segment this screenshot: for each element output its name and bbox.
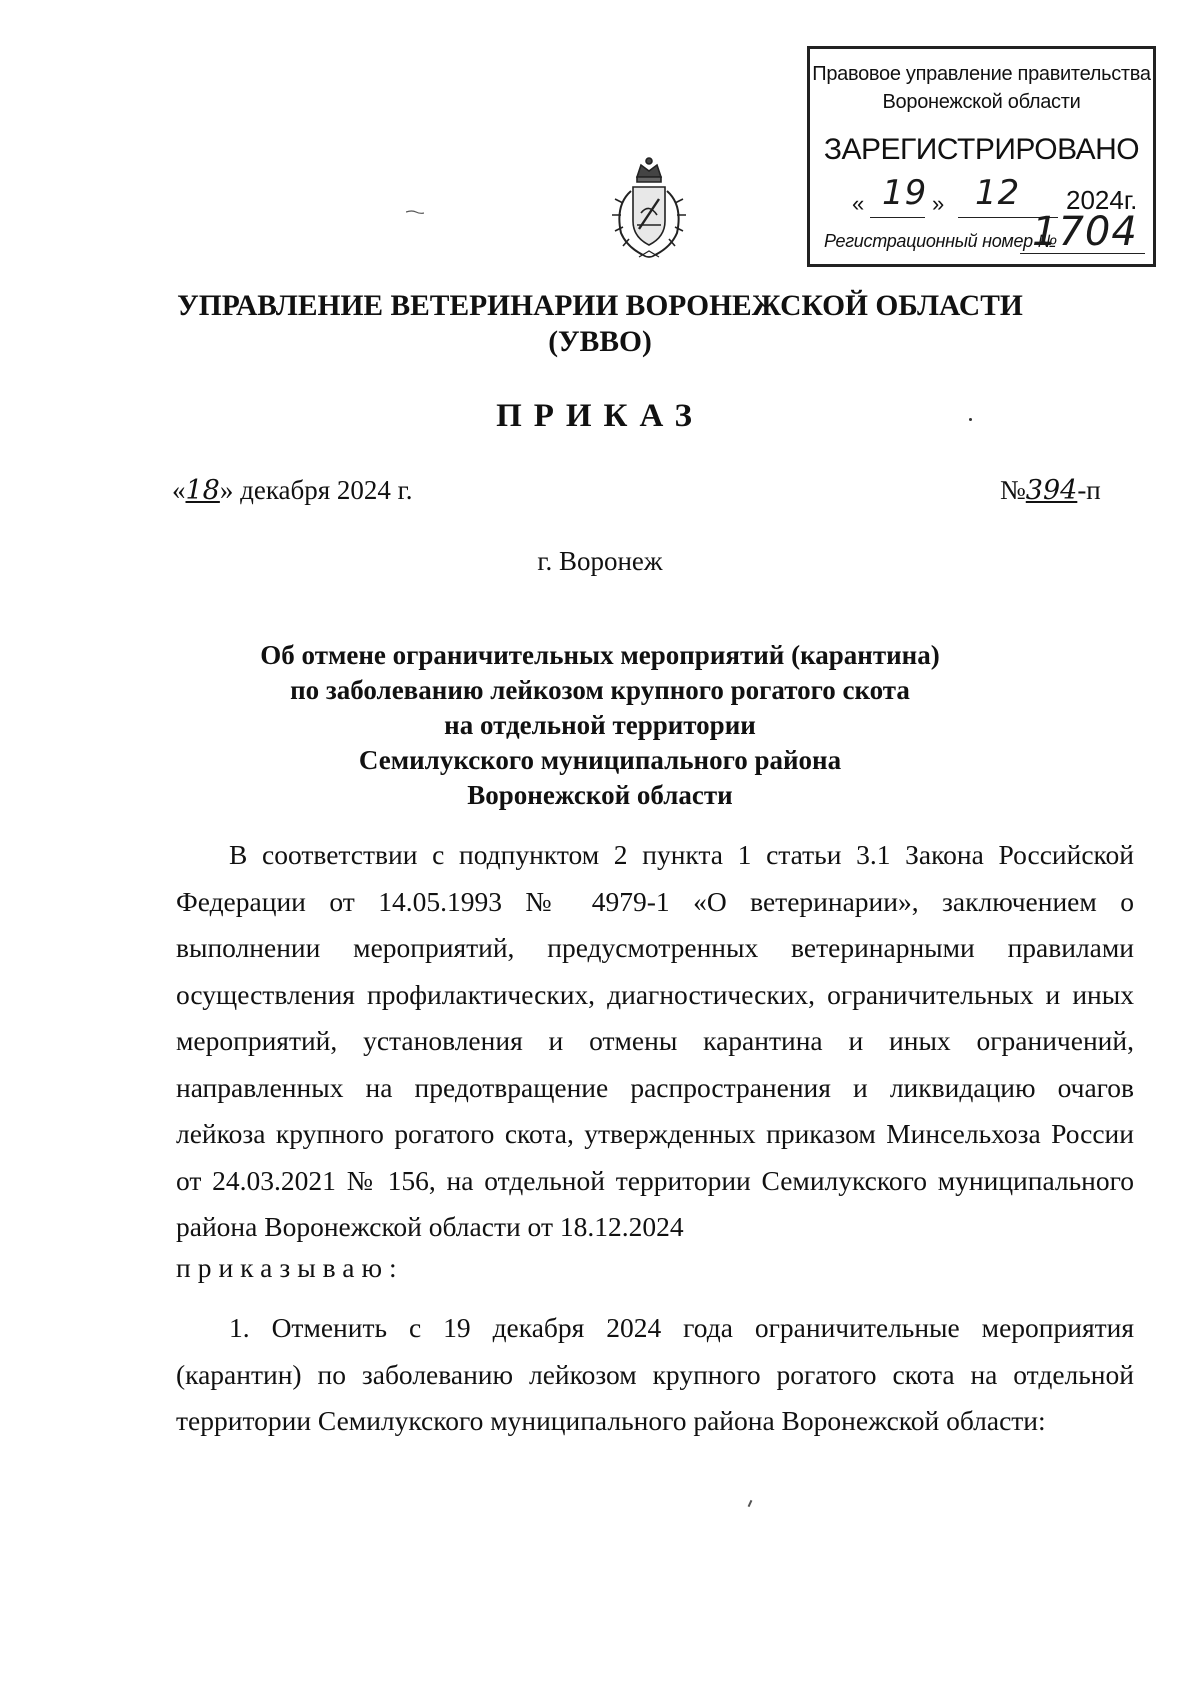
order-number [1000, 475, 1101, 506]
subject-line: Семилукского муниципального района [358, 745, 842, 775]
stamp-registered-label: ЗАРЕГИСТРИРОВАНО [823, 133, 1140, 166]
stamp-authority-line2: Воронежской области [882, 91, 1081, 113]
order-directive-word: приказываю: [176, 1252, 404, 1283]
stamp-date-day: 19 [882, 173, 928, 213]
org-name: УПРАВЛЕНИЕ ВЕТЕРИНАРИИ ВОРОНЕЖСКОЙ ОБЛАСТИ [177, 290, 1023, 322]
order-date-day: 18 [185, 475, 220, 506]
document-type: ПРИКАЗ [496, 398, 704, 434]
order-item-1: 1. Отменить с 19 декабря 2024 года ограничительные мероприятия (карантин) по заболеванию лейкозом крупного рогатого скота на отдельной территории Семилукского муниципального района Воронежской области: [176, 1312, 1134, 1436]
scan-mark [748, 1500, 753, 1507]
order-subject [150, 638, 1050, 813]
order-number-prefix: № [1000, 475, 1026, 505]
stamp-date-year: 2024г. [1066, 185, 1138, 215]
order-date-prefix: « [172, 475, 186, 505]
order-number-value: 394 [1025, 475, 1078, 506]
stamp-date-close-quote: » [932, 191, 945, 216]
preamble-paragraph: В соответствии с подпунктом 2 пункта 1 статьи 3.1 Закона Российской Федерации от 14.05.1993 № 4979-1 «О ветеринарии», заключением о выполнении мероприятий, предусмотренных ветеринарными правилами осуществления профилактических, диагностических, ограничительных и иных мероприятий, установления и отмены карантина и иных ограничений, направленных на предотвращение распространения и ликвидацию очагов лейкоза крупного рогатого скота, утвержденных приказом Минсельхоза России от 24.03.2021 № 156, на отдельной территории Семилукского муниципального района Воронежской области от 18.12.2024 [176, 839, 1134, 1242]
order-date [172, 475, 412, 506]
order-number-suffix: -п [1077, 475, 1101, 505]
registration-stamp [807, 46, 1156, 267]
subject-line: по заболеванию лейкозом крупного рогатого скота [290, 675, 910, 705]
coat-of-arms-icon [603, 155, 695, 263]
scan-speck [406, 201, 424, 205]
org-abbreviation: (УВВО) [548, 326, 652, 358]
stamp-date-open-quote: « [852, 191, 865, 216]
stamp-number-label: Регистрационный номер № [824, 231, 1057, 251]
subject-line: на отдельной территории [444, 710, 756, 740]
scan-dot [969, 418, 972, 421]
subject-line: Об отмене ограничительных мероприятий (карантина) [260, 640, 940, 670]
stamp-number-underline [1020, 253, 1145, 254]
order-city: г. Воронеж [537, 546, 663, 576]
stamp-number: 1704 [1032, 209, 1138, 255]
stamp-authority-line1: Правовое управление правительства [812, 63, 1151, 85]
stamp-date-month: 12 [975, 173, 1021, 213]
order-date-suffix: » декабря 2024 г. [219, 475, 413, 505]
stamp-day-underline [870, 217, 925, 218]
subject-line: Воронежской области [467, 780, 733, 810]
